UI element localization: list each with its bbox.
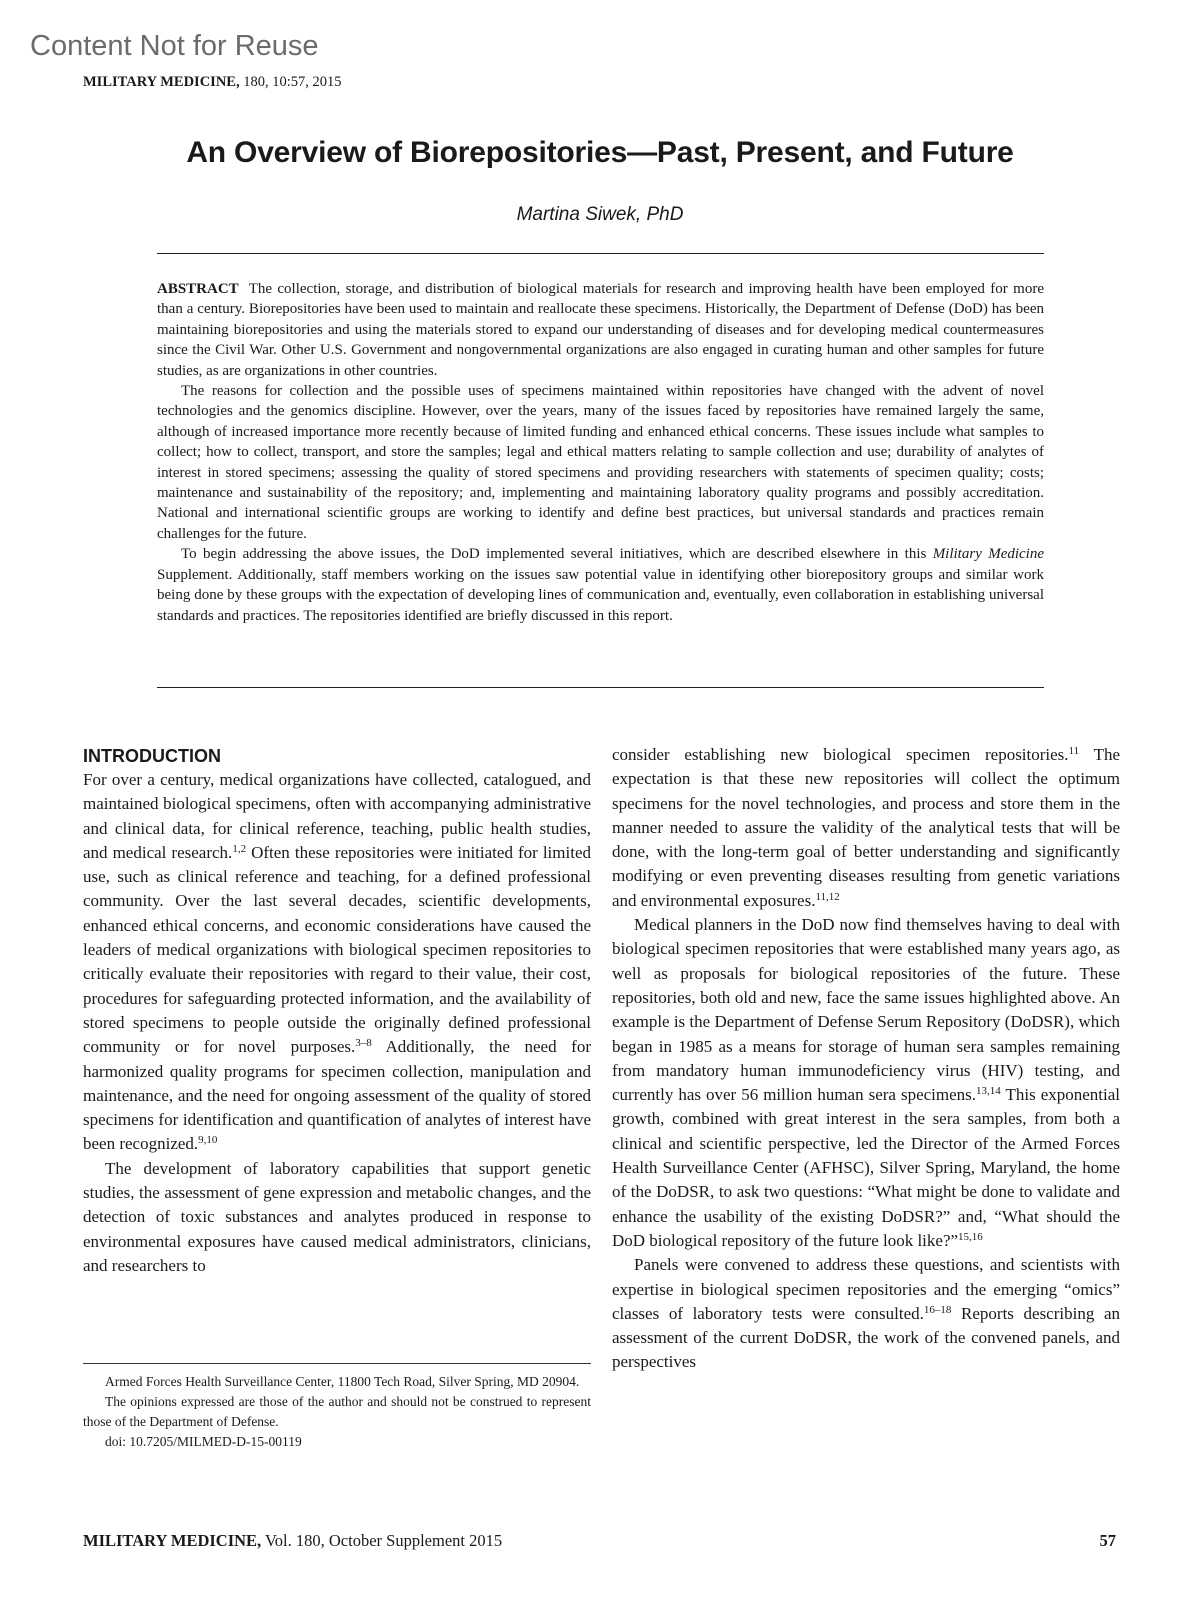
footnote-rule bbox=[83, 1363, 591, 1364]
abstract-text-3b: Supplement. Additionally, staff members working on the issues saw potential value in identifying other biorepository groups and similar work being done by these groups with the expectation of developing lines of communication and, eventually, even collaboration in establishing universal standards and practices. The repositories identified are briefly discussed in this report. bbox=[157, 566, 1044, 624]
abstract-text-1: The collection, storage, and distribution of biological materials for research and improving health have been employed for more than a century. Biorepositories have been used to maintain and reallocate these specimens. Historically, the Department of Defense (DoD) has been maintaining biorepositories and using the materials stored to expand our understanding of diseases and for developing medical countermeasures since the Civil War. Other U.S. Government and nongovernmental organizations are also engaged in curating human and other samples for future studies, as are organizations in other countries. bbox=[157, 281, 1044, 379]
abstract-paragraph-2: The reasons for collection and the possible uses of specimens maintained within repositories have changed with the advent of novel technologies and the genomics discipline. However, over the years, many of the issues faced by repositories have remained largely the same, although of increased importance more recently because of limited funding and enhanced ethical concerns. These issues include what samples to collect; how to collect, transport, and store the samples; legal and ethical matters relating to sample collection and use; durability of analytes of interest in stored specimens; assessing the quality of stored specimens and providing researchers with statements of specimen quality; costs; maintenance and sustainability of the repository; and, implementing and maintaining laboratory quality programs and possibly accreditation. National and international scientific groups are working to identify and define best practices, but universal standards and practices remain challenges for the future. bbox=[157, 383, 1044, 542]
body-paragraph bbox=[612, 913, 1120, 1253]
footer-journal-name: MILITARY MEDICINE, bbox=[83, 1531, 262, 1550]
article-author: Martina Siwek, PhD bbox=[516, 204, 684, 225]
abstract-top-rule bbox=[157, 253, 1044, 254]
citation-ref: 11,12 bbox=[815, 890, 840, 903]
abstract-paragraph-3 bbox=[157, 544, 1044, 626]
body-text: Often these repositories were initiated for limited use, such as clinical reference and teaching, for a defined professional community. Over the last several decades, scientific developments, enhanced ethical concerns, and economic considerations have caused the leaders of medical organizations with biological specimen repositories to critically evaluate their repositories with regard to their value, their cost, procedures for safeguarding protected information, and the availability of stored specimens to people outside the originally defined professional community or for novel purposes. bbox=[83, 842, 591, 1057]
citation-ref: 11 bbox=[1068, 745, 1080, 757]
footnote-disclaimer: The opinions expressed are those of the author and should not be construed to represent those of the Department of Defense. bbox=[83, 1394, 591, 1429]
body-paragraph: The development of laboratory capabilities that support genetic studies, the assessment of gene expression and metabolic changes, and the detection of toxic substances and analytes produced in response to environmental exposures have caused medical administrators, clinicians, and researchers to bbox=[83, 1158, 591, 1275]
body-paragraph bbox=[612, 743, 1120, 913]
journal-citation-header bbox=[83, 74, 342, 91]
watermark: Content Not for Reuse bbox=[30, 30, 319, 62]
section-heading-introduction: INTRODUCTION bbox=[83, 746, 221, 766]
body-text: Medical planners in the DoD now find themselves having to deal with biological specimen repositories that were established many years ago, as well as proposals for biological repositories of the future. These repositories, both old and new, face the same issues highlighted above. An example is the Department of Defense Serum Repository (DoDSR), which began in 1985 as a means for storage of human sera samples remaining from mandatory human immunodeficiency virus (HIV) testing, and currently has over 56 million human sera specimens. bbox=[612, 915, 1120, 1105]
body-text: Panels were convened to address these questions, and scientists with expertise in biological specimen repositories and the emerging “omics” classes of laboratory tests were consulted. bbox=[612, 1255, 1120, 1323]
citation-ref: 9,10 bbox=[198, 1134, 218, 1147]
article-title: An Overview of Biorepositories—Past, Present, and Future bbox=[186, 136, 1014, 169]
journal-name: MILITARY MEDICINE, bbox=[83, 74, 240, 90]
body-text: For over a century, medical organizations have collected, catalogued, and maintained biological specimens, often with accompanying administrative and clinical data, for clinical reference, teaching, public health studies, and medical research. bbox=[83, 770, 591, 862]
footnote-doi: doi: 10.7205/MILMED-D-15-00119 bbox=[105, 1434, 302, 1449]
body-text: Additionally, the need for harmonized quality programs for specimen collection, manipulation and maintenance, and the need for ongoing assessment of the quality of stored specimens for identification and quantification of analytes of interest have been recognized. bbox=[83, 1037, 591, 1154]
citation-ref: 13,14 bbox=[976, 1085, 1001, 1098]
citation-ref: 16–18 bbox=[923, 1303, 952, 1316]
footnotes bbox=[83, 1372, 591, 1452]
footnote-affiliation: Armed Forces Health Surveillance Center, 11800 Tech Road, Silver Spring, MD 20904. bbox=[105, 1374, 580, 1389]
journal-citation: 180, 10:57, 2015 bbox=[243, 74, 342, 90]
abstract-paragraph-1 bbox=[157, 279, 1044, 381]
body-paragraph bbox=[83, 768, 591, 1157]
footer-issue: Vol. 180, October Supplement 2015 bbox=[265, 1531, 503, 1550]
page-footer bbox=[83, 1531, 502, 1551]
citation-ref: 3–8 bbox=[355, 1037, 372, 1050]
body-column-right bbox=[612, 743, 1120, 1375]
body-text: Reports describing an assessment of the current DoDSR, the work of the convened panels, and perspectives bbox=[612, 1303, 1120, 1372]
abstract bbox=[157, 279, 1044, 626]
body-column-left bbox=[83, 744, 591, 1278]
citation-ref: 15,16 bbox=[958, 1230, 983, 1243]
abstract-bottom-rule bbox=[157, 687, 1044, 688]
body-text: This exponential growth, combined with great interest in the sera samples, from both a clinical and scientific perspective, led the Director of the Armed Forces Health Surveillance Center (AFHSC), Silver Spring, Maryland, the home of the DoDSR, to ask two questions: “What might be done to validate and enhance the usability of the existing DoDSR?” and, “What should the DoD biological repository of the future look like?” bbox=[612, 1085, 1120, 1250]
supplement-name: Military Medicine bbox=[932, 546, 1044, 563]
page-number: 57 bbox=[1099, 1531, 1116, 1550]
abstract-text-3a: To begin addressing the above issues, the DoD implemented several initiatives, which are described elsewhere in this bbox=[181, 546, 933, 563]
citation-ref: 1,2 bbox=[232, 842, 247, 855]
body-text: consider establishing new biological specimen repositories. bbox=[612, 745, 1069, 764]
abstract-label: ABSTRACT bbox=[157, 281, 239, 297]
body-paragraph bbox=[612, 1253, 1120, 1374]
body-text: The expectation is that these new repositories will collect the optimum specimens for the novel technologies, and process and store them in the manner needed to assure the validity of the analytical tests that will be done, with the long-term goal of better understanding and significantly modifying or even preventing diseases resulting from genetic variations and environmental exposures. bbox=[612, 745, 1120, 910]
